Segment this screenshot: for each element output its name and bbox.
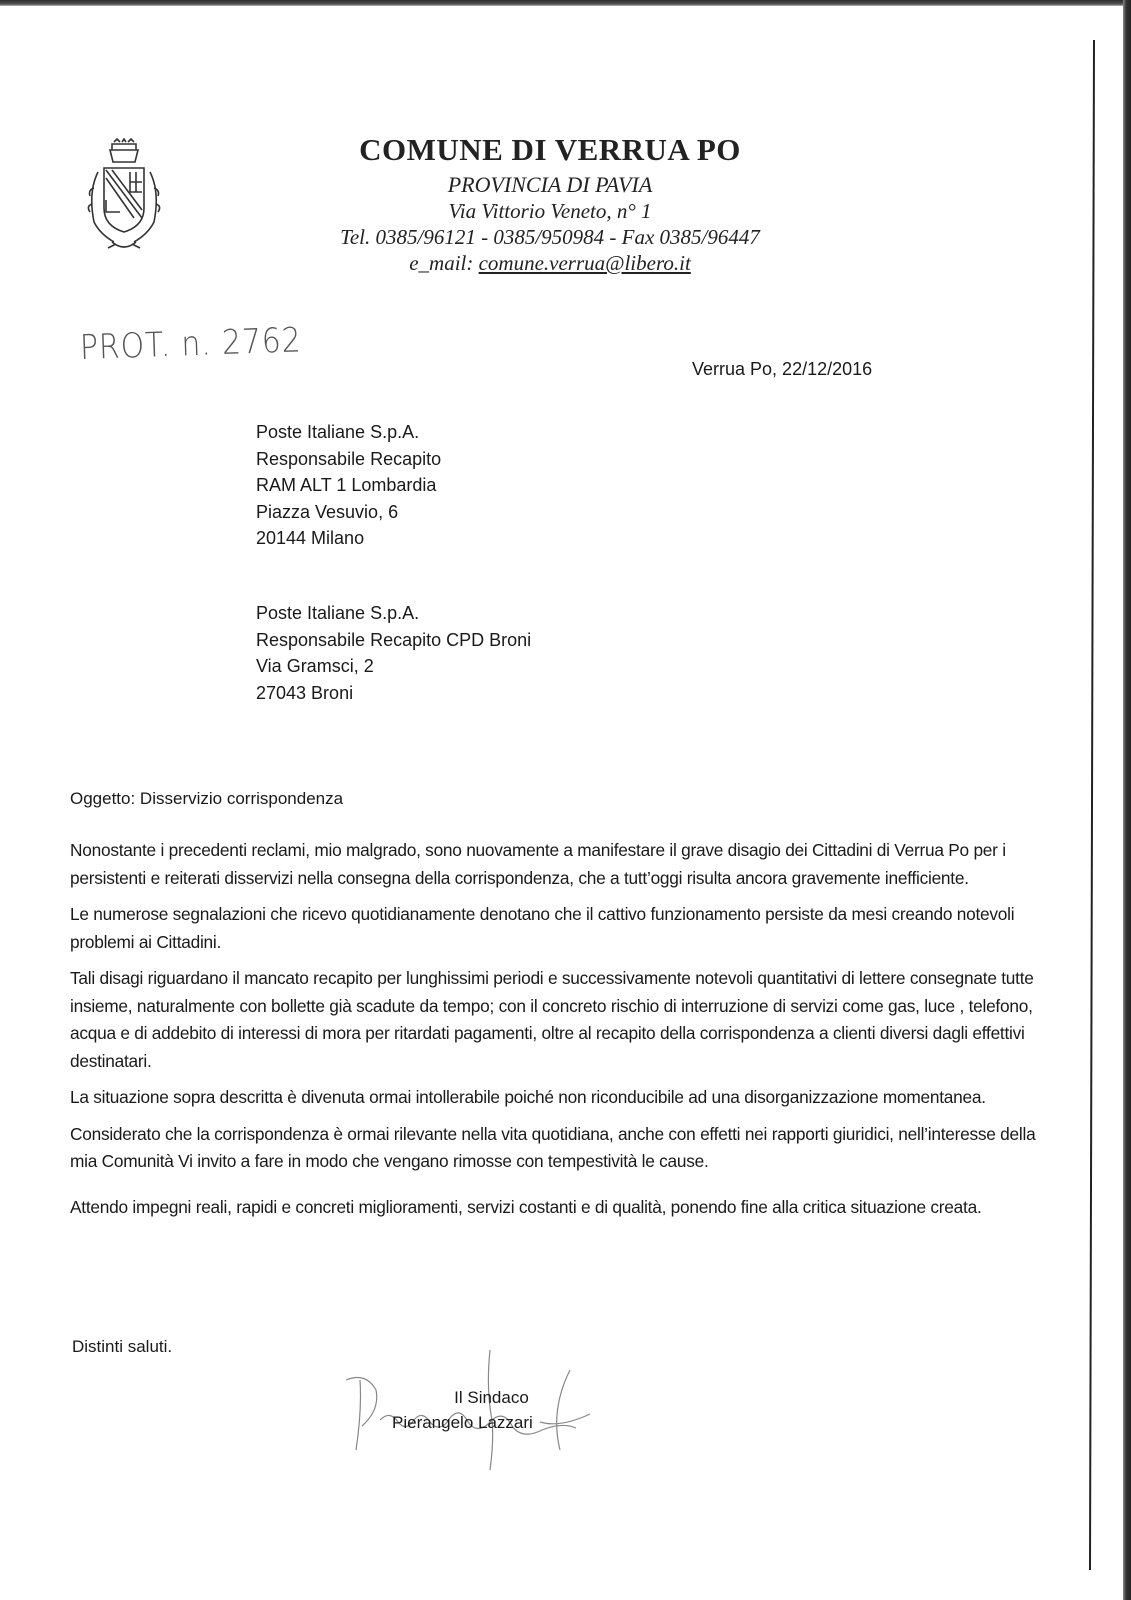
municipality-email-line [290,250,810,276]
signatory-role: Il Sindaco [454,1388,529,1407]
address-line: 27043 Broni [256,682,354,703]
body-paragraph: Le numerose segnalazioni che ricevo quotidianamente denotano che il cattivo funzionamento persiste da mesi creando notevoli problemi ai Cittadini. [70,904,1015,952]
address-line: RAM ALT 1 Lombardia [256,475,437,495]
email-label: e_mail: [409,251,479,275]
address-line: Piazza Vesuvio, 6 [256,501,399,522]
address-line: Poste Italiane S.p.A. [256,422,420,442]
body-paragraph: Attendo impegni reali, rapidi e concreti miglioramenti, servizi costanti e di qualità, ponendo fine alla critica situazione creata. [70,1196,982,1217]
province-label: PROVINCIA DI PAVIA [447,172,653,197]
closing-salutation: Distinti saluti. [72,1337,173,1356]
scan-top-edge [0,0,1131,6]
email-link[interactable]: comune.verrua@libero.it [478,251,691,275]
municipal-coat-of-arms-icon [84,138,164,258]
signature-block [392,1385,533,1435]
letter-body [70,837,1050,1230]
body-paragraph: Nonostante i precedenti reclami, mio malgrado, sono nuovamente a manifestare il grave disagio dei Cittadini di Verrua Po per i persistenti e reiterati disservizi nella consegna della corrispondenza, che a tutt’oggi risulta ancora gravemente inefficiente. [70,840,1006,888]
handwritten-protocol-number: PROT. n. 2762 [79,320,303,368]
address-line: Poste Italiane S.p.A. [256,603,420,623]
address-line: Via Gramsci, 2 [256,656,374,676]
margin-line [1089,40,1095,1570]
signatory-name: Pierangelo Lazzari [392,1413,533,1432]
body-paragraph: Considerato che la corrispondenza è ormai rilevante nella vita quotidiana, anche con effetti nei rapporti giuridici, nell’interesse della mia Comunità Vi invito a fare in modo che vengano rimosse con tempestività le cause. [70,1123,1036,1171]
body-paragraph: La situazione sopra descritta è divenuta ormai intollerabile poiché non riconducibile ad una disorganizzazione momentanea. [70,1087,986,1107]
municipality-title: COMUNE DI VERRUA PO [359,132,741,167]
letter-subject: Oggetto: Disservizio corrispondenza [70,789,344,808]
recipient-address-1 [256,419,441,552]
letterhead [290,128,810,276]
address-line: Responsabile Recapito CPD Broni [256,629,532,650]
municipality-address: Via Vittorio Veneto, n° 1 [448,199,652,223]
address-line: Responsabile Recapito [256,448,442,469]
municipality-phone: Tel. 0385/96121 - 0385/950984 - Fax 0385/96447 [340,225,760,249]
letter-date: Verrua Po, 22/12/2016 [692,359,873,379]
recipient-address-2 [256,600,531,706]
body-paragraph: Tali disagi riguardano il mancato recapito per lunghissimi periodi e successivamente notevoli quantitativi di lettere consegnate tutte insieme, naturalmente con bollette già scadute da tempo; con il concreto rischio di interruzione di servizi come gas, luce , telefono, acqua e di addebito di interessi di mora per ritardati pagamenti, oltre al recapito della corrispondenza a clienti diversi dagli effettivi destinatari. [70,968,1034,1071]
address-line: 20144 Milano [256,528,365,548]
scan-right-edge [1123,0,1131,1600]
